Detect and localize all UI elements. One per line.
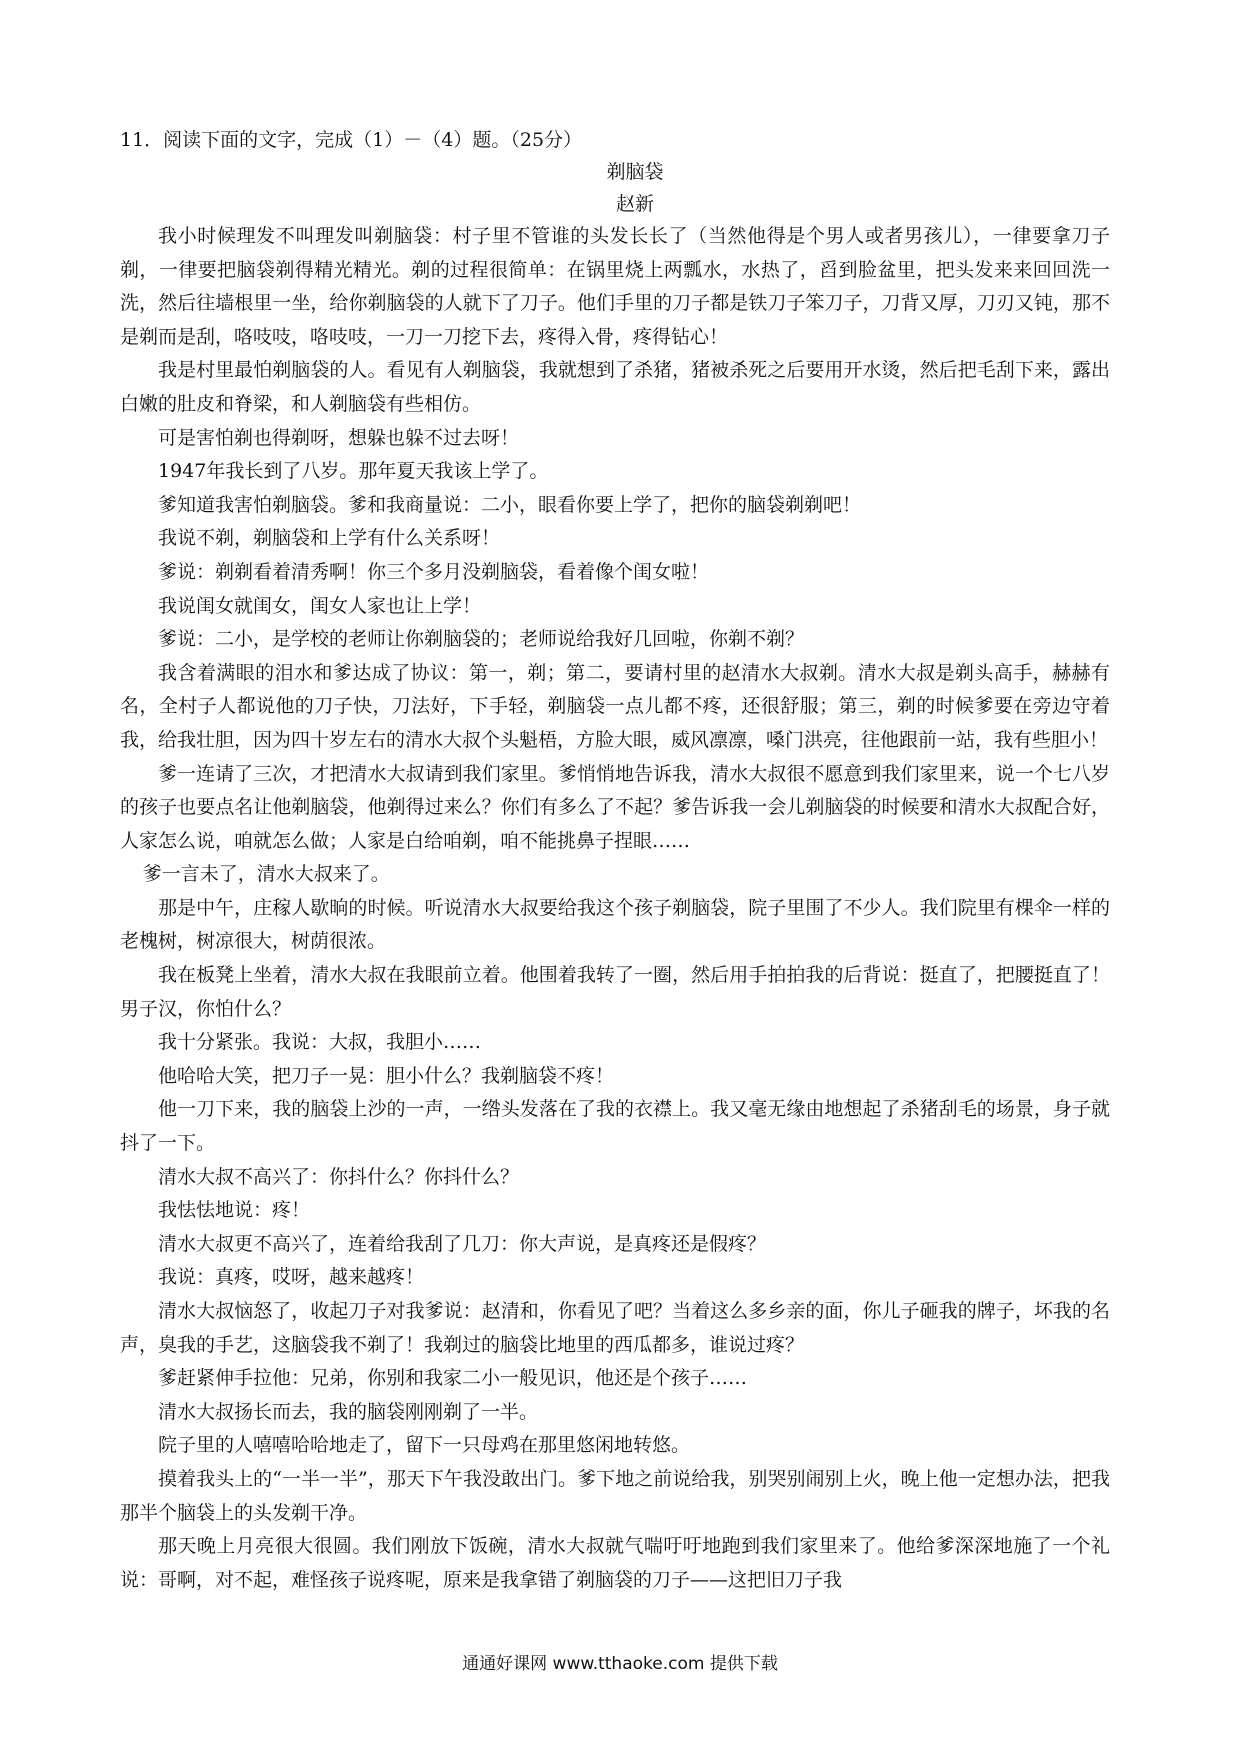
paragraph: 爹一连请了三次，才把清水大叔请到我们家里。爹悄悄地告诉我，清水大叔很不愿意到我们家里来，说一个七八岁的孩子也要点名让他剃脑袋，他剃得过来么？你们有多么了不起？爹告诉我一会儿剃脑袋的时候要和清水大叔配合好，人家怎么说，咱就怎么做；人家是白给咱剃，咱不能挑鼻子捏眼…… xyxy=(120,762,1110,852)
paragraph: 我小时候理发不叫理发叫剃脑袋：村子里不管谁的头发长长了（当然他得是个男人或者男孩儿），一律要拿刀子剃，一律要把脑袋剃得精光精光。剃的过程很简单：在锅里烧上两瓢水，水热了，舀到脸盆里，把头发来来回回洗一洗，然后往墙根里一坐，给你剃脑袋的人就下了刀子。他们手里的刀子都是铁刀子笨刀子，刀背又厚，刀刃又钝，那不是剃而是刮，咯吱吱，咯吱吱，一刀一刀挖下去，疼得入骨，疼得钻心！ xyxy=(120,225,1110,348)
paragraph: 我在板凳上坐着，清水大叔在我眼前立着。他围着我转了一圈，然后用手拍拍我的后背说：挺直了，把腰挺直了！男子汉，你怕什么？ xyxy=(120,964,1110,1020)
paragraph: 1947年我长到了八岁。那年夏天我该上学了。 xyxy=(158,460,549,483)
paragraph: 那是中午，庄稼人歇晌的时候。听说清水大叔要给我这个孩子剃脑袋，院子里围了不少人。我们院里有棵伞一样的老槐树，树凉很大，树荫很浓。 xyxy=(120,896,1110,953)
paragraph: 摸着我头上的“一半一半”，那天下午我没敢出门。爹下地之前说给我，别哭别闹别上火，晚上他一定想办法，把我那半个脑袋上的头发剃干净。 xyxy=(120,1467,1110,1524)
question-heading: 11．阅读下面的文字，完成（1）－（4）题。（25分） xyxy=(120,129,583,151)
footer-credit: 通通好课网 www.tthaoke.com 提供下载 xyxy=(462,1654,778,1674)
paragraph: 爹一言未了，清水大叔来了。 xyxy=(142,863,390,886)
story-author: 赵新 xyxy=(615,193,654,215)
paragraph: 我说：真疼，哎呀，越来越疼！ xyxy=(158,1266,425,1289)
paragraph: 我含着满眼的泪水和爹达成了协议：第一，剃；第二，要请村里的赵清水大叔剃。清水大叔是剃头高手，赫赫有名，全村子人都说他的刀子快，刀法好，下手轻，剃脑袋一点儿都不疼，还很舒服；第三，剃的时候爹要在旁边守着我，给我壮胆，因为四十岁左右的清水大叔个头魁梧，方脸大眼，威风凛凛，嗓门洪亮，往他跟前一站，我有些胆小！ xyxy=(120,661,1110,751)
story-title: 剃脑袋 xyxy=(606,161,664,183)
paragraph: 清水大叔扬长而去，我的脑袋刚刚剃了一半。 xyxy=(158,1400,539,1423)
paragraph: 他哈哈大笑，把刀子一晃：胆小什么？我剃脑袋不疼！ xyxy=(158,1064,615,1087)
paragraph: 清水大叔更不高兴了，连着给我刮了几刀：你大声说，是真疼还是假疼？ xyxy=(158,1232,767,1255)
reading-passage xyxy=(120,124,1110,1597)
paragraph: 那天晚上月亮很大很圆。我们刚放下饭碗，清水大叔就气喘吁吁地跑到我们家里来了。他给爹深深地施了一个礼说：哥啊，对不起，难怪孩子说疼呢，原来是我拿错了剃脑袋的刀子——这把旧刀子我 xyxy=(120,1535,1110,1591)
paragraph: 院子里的人嘻嘻哈哈地走了，留下一只母鸡在那里悠闲地转悠。 xyxy=(158,1434,691,1457)
paragraph: 爹说：剃剃看着清秀啊！你三个多月没剃脑袋，看着像个闺女啦！ xyxy=(158,560,710,583)
paragraph: 我说闺女就闺女，闺女人家也让上学！ xyxy=(158,594,482,617)
paragraph: 我是村里最怕剃脑袋的人。看见有人剃脑袋，我就想到了杀猪，猪被杀死之后要用开水烫，然后把毛刮下来，露出白嫩的肚皮和脊梁，和人剃脑袋有些相仿。 xyxy=(120,359,1110,415)
paragraph: 他一刀下来，我的脑袋上沙的一声，一绺头发落在了我的衣襟上。我又毫无缘由地想起了杀猪刮毛的场景，身子就抖了一下。 xyxy=(120,1098,1110,1155)
paragraph: 我怯怯地说：疼！ xyxy=(158,1199,311,1222)
paragraph: 可是害怕剃也得剃呀，想躲也躲不过去呀！ xyxy=(158,426,520,449)
paragraph: 爹说：二小，是学校的老师让你剃脑袋的；老师说给我好几回啦，你剃不剃？ xyxy=(158,628,805,651)
paragraph: 爹知道我害怕剃脑袋。爹和我商量说：二小，眼看你要上学了，把你的脑袋剃剃吧！ xyxy=(158,493,862,516)
paragraph: 清水大叔不高兴了：你抖什么？你抖什么？ xyxy=(158,1165,520,1188)
paragraph: 我十分紧张。我说：大叔，我胆小…… xyxy=(158,1031,482,1054)
paragraph: 我说不剃，剃脑袋和上学有什么关系呀！ xyxy=(158,527,501,550)
paragraph: 清水大叔恼怒了，收起刀子对我爹说：赵清和，你看见了吧？当着这么多乡亲的面，你儿子砸我的牌子，坏我的名声，臭我的手艺，这脑袋我不剃了！我剃过的脑袋比地里的西瓜都多，谁说过疼？ xyxy=(120,1300,1110,1356)
paragraph: 爹赶紧伸手拉他：兄弟，你别和我家二小一般见识，他还是个孩子…… xyxy=(158,1367,748,1390)
